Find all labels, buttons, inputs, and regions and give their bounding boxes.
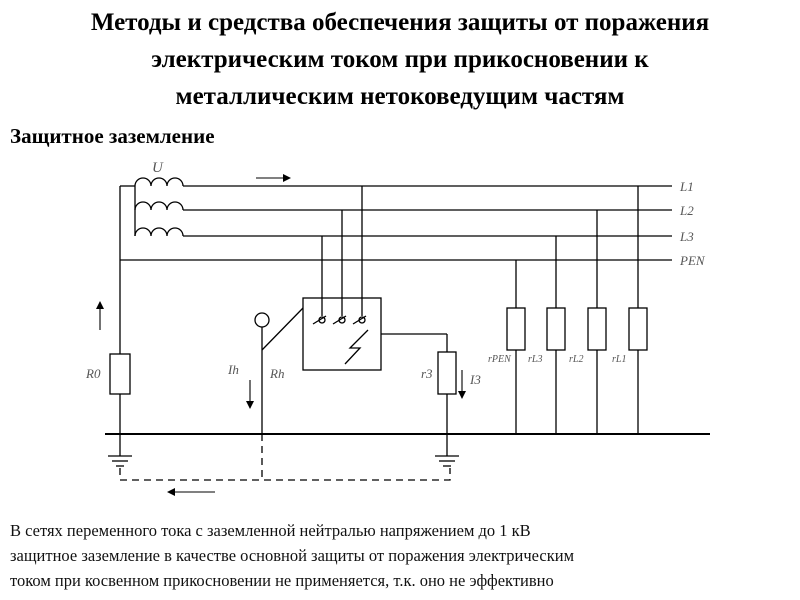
- label-u: U: [152, 160, 163, 176]
- coil-l2: [135, 202, 183, 210]
- label-l1: L1: [680, 179, 694, 194]
- label-iz: I3: [470, 372, 481, 387]
- resistor-rl1: [629, 308, 647, 350]
- label-pen: PEN: [680, 253, 705, 268]
- title-line-3: металлическим нетоковедущим частям: [175, 83, 625, 110]
- label-rz: r3: [421, 366, 433, 381]
- note-line-3: током при косвенном прикосновении не применяется, т.к. оно не эффективно: [10, 571, 554, 590]
- title-line-2: электрическим током при прикосновении к: [151, 46, 649, 73]
- note-line-2: защитное заземление в качестве основной защиты от поражения электрическим: [10, 546, 575, 565]
- label-l3: L3: [680, 229, 694, 244]
- resistor-r0: [110, 354, 130, 394]
- resistor-r3: [438, 352, 456, 394]
- label-r0: R0: [86, 366, 101, 381]
- coil-l3: [135, 228, 183, 236]
- coil-l1: [135, 178, 183, 186]
- label-rl2: rL2: [569, 354, 584, 365]
- note-line-1: В сетях переменного тока с заземленной нейтралью напряжением до 1 кВ: [10, 521, 531, 540]
- label-ih: Ih: [228, 362, 239, 377]
- label-l2: L2: [680, 203, 694, 218]
- label-rpen: rPEN: [488, 354, 511, 365]
- resistor-rl2: [588, 308, 606, 350]
- touch-point: [255, 313, 269, 327]
- resistor-rl3: [547, 308, 565, 350]
- title-line-1: Методы и средства обеспечения защиты от поражения: [90, 9, 710, 36]
- label-rl1: rL1: [612, 354, 627, 365]
- label-rh: Rh: [270, 366, 285, 381]
- fault-symbol: [345, 330, 368, 364]
- resistor-rpen: [507, 308, 525, 350]
- earth-current-path: [120, 468, 450, 480]
- note-text: [10, 518, 795, 593]
- label-rl3: rL3: [528, 354, 543, 365]
- section-subtitle: Защитное заземление: [10, 124, 215, 148]
